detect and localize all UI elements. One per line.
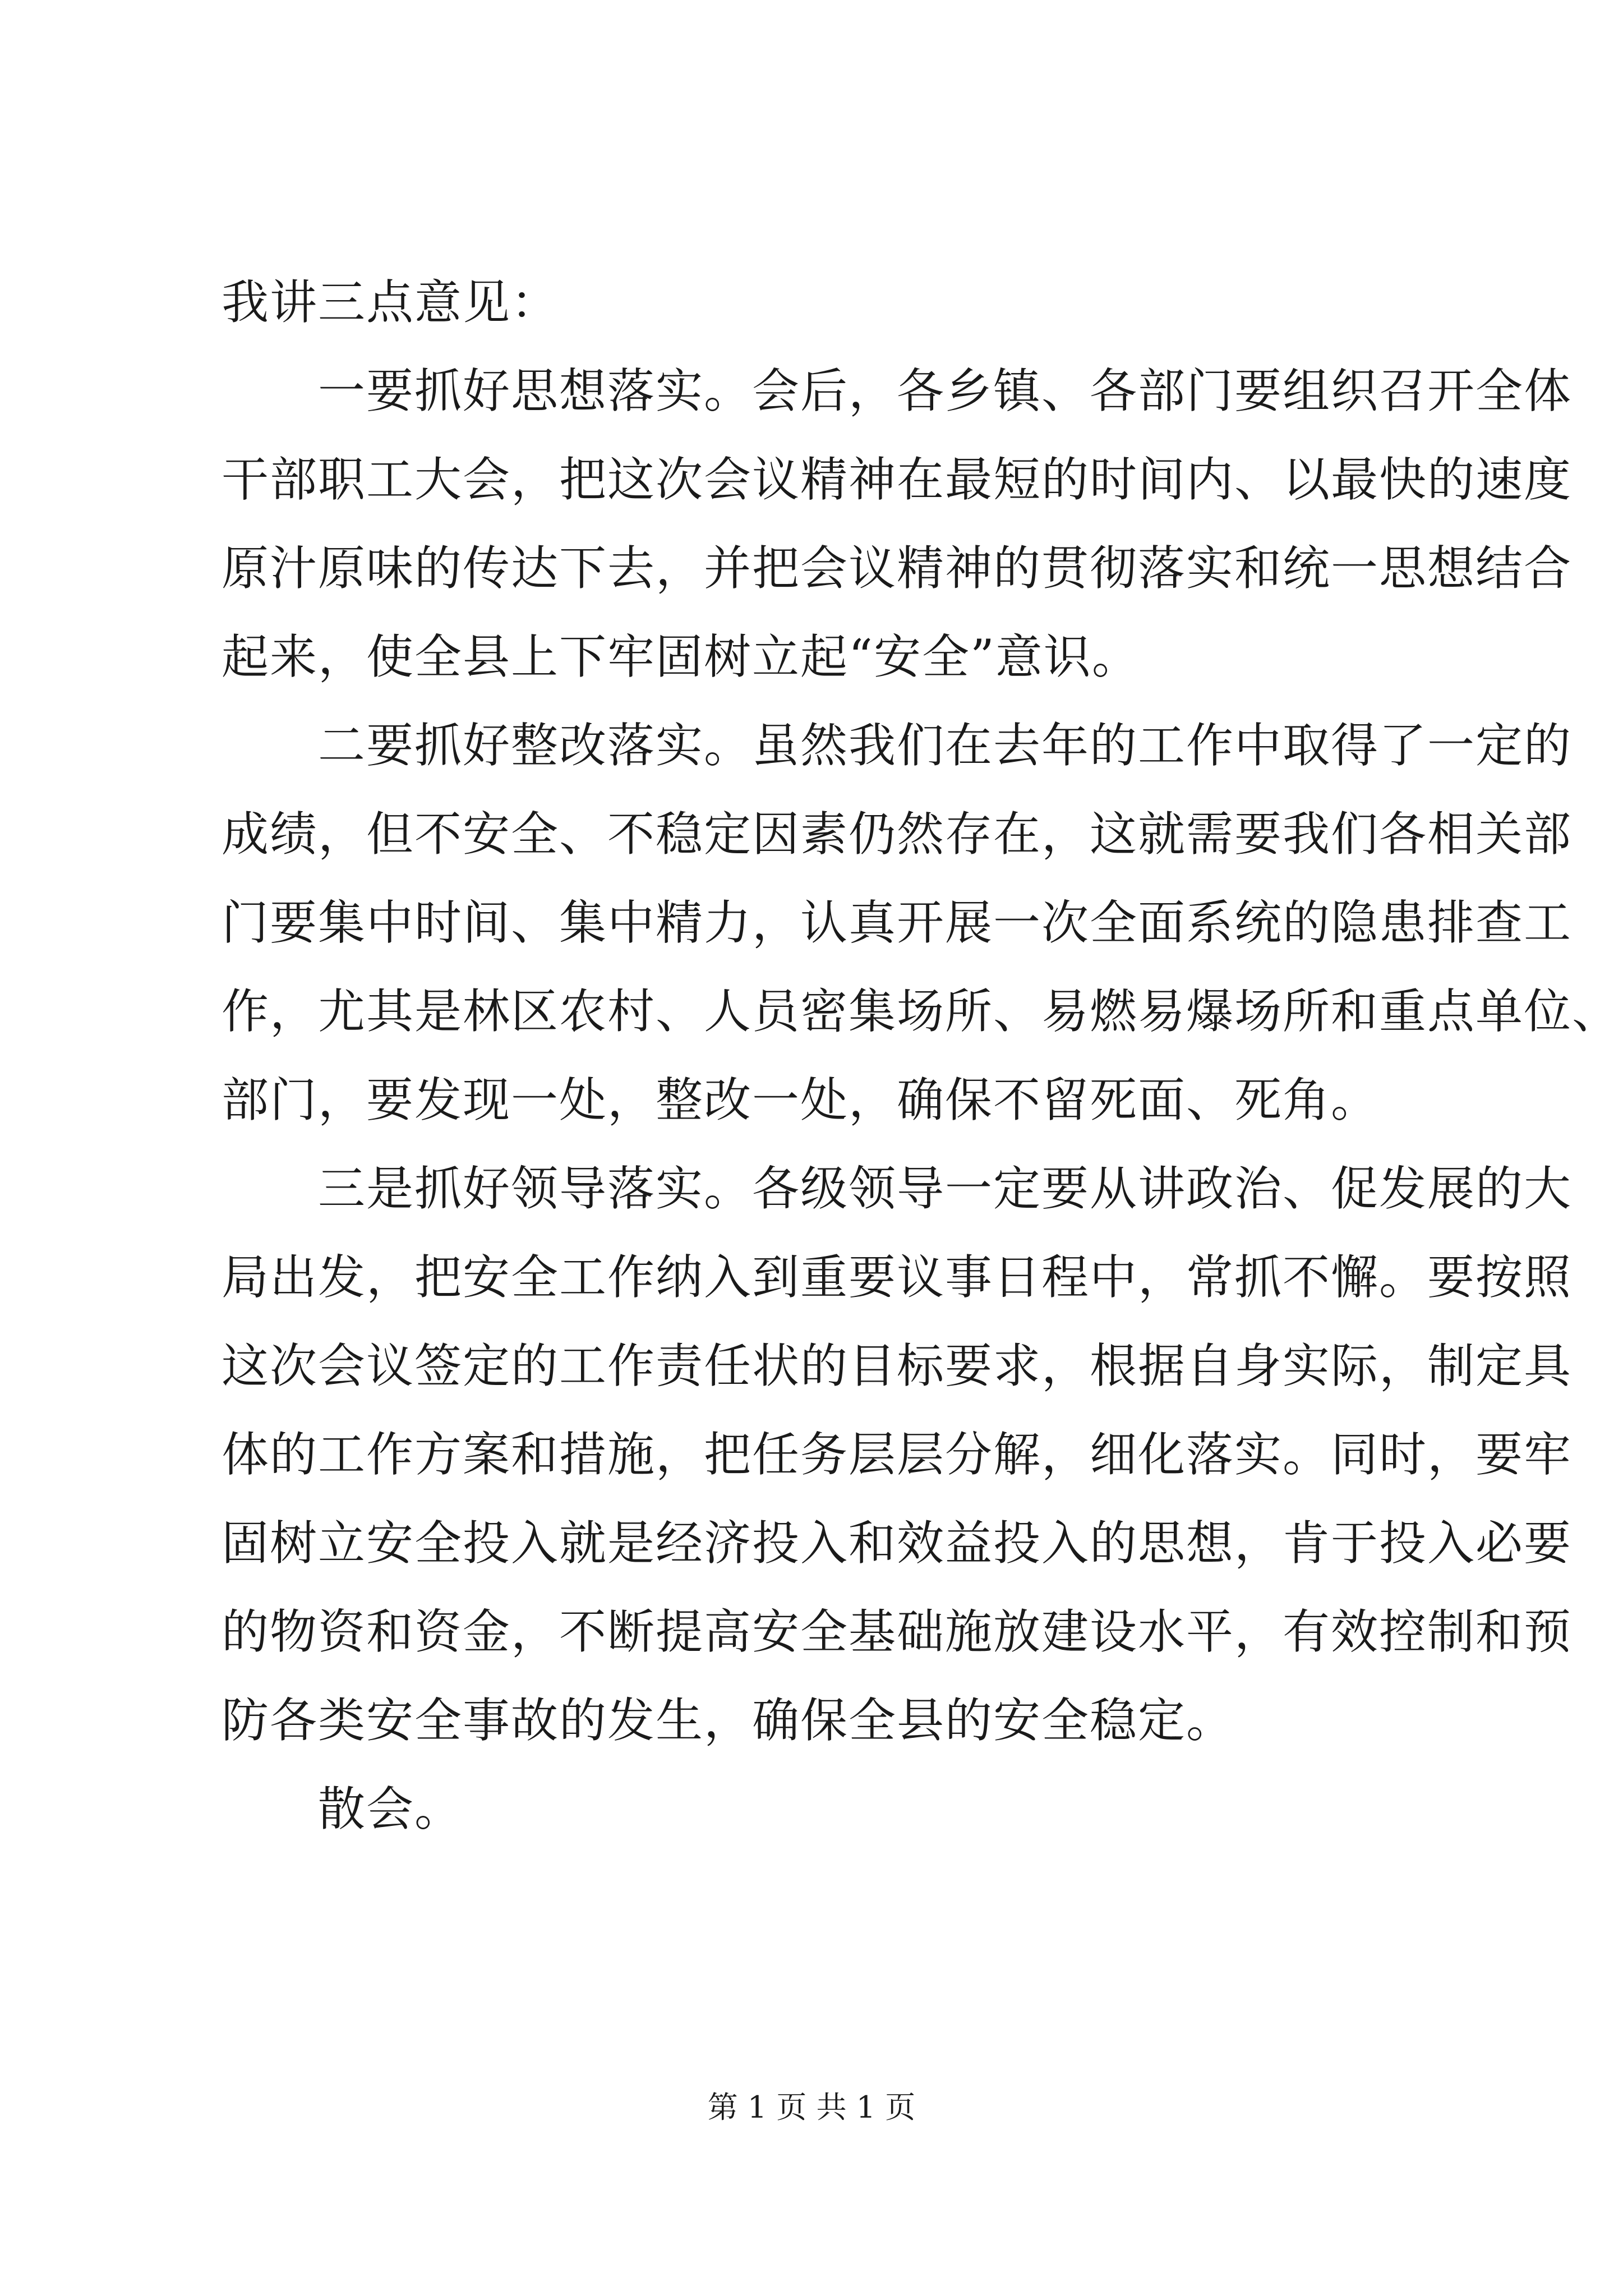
text-line: 起来，使全县上下牢固树立起“安全”意识。 (222, 629, 1140, 684)
paragraph-closing (222, 1765, 1422, 1853)
text-line: 二要抓好整改落实。虽然我们在去年的工作中取得了一定的 (318, 718, 1573, 773)
text-line: 部门，要发现一处，整改一处，确保不留死面、死角。 (222, 1073, 1380, 1128)
document-body (222, 258, 1621, 1853)
text-line: 作，尤其是林区农村、人员密集场所、易燃易爆场所和重点单位、 (222, 984, 1621, 1039)
text-line: 我讲三点意见： (222, 275, 560, 330)
text-line: 门要集中时间、集中精力，认真开展一次全面系统的隐患排查工 (222, 895, 1573, 950)
text-line: 成绩，但不安全、不稳定因素仍然存在，这就需要我们各相关部 (222, 807, 1573, 862)
text-line: 原汁原味的传达下去，并把会议精神的贯彻落实和统一思想结合 (222, 541, 1573, 596)
text-line: 的物资和资金，不断提高安全基础施放建设水平，有效控制和预 (222, 1604, 1573, 1659)
paragraph-point-one (222, 347, 1573, 701)
page-footer: 第 1 页 共 1 页 (707, 2090, 916, 2125)
paragraph-point-two (222, 701, 1621, 1144)
paragraph-intro (222, 258, 1422, 347)
text-line: 防各类安全事故的发生，确保全县的安全稳定。 (222, 1693, 1235, 1748)
text-line: 这次会议签定的工作责任状的目标要求，根据自身实际，制定具 (222, 1338, 1573, 1393)
text-line: 局出发，把安全工作纳入到重要议事日程中，常抓不懈。要按照 (222, 1250, 1573, 1305)
text-line: 一要抓好思想落实。会后，各乡镇、各部门要组织召开全体 (318, 364, 1573, 418)
paragraph-point-three (222, 1144, 1573, 1765)
text-line: 三是抓好领导落实。各级领导一定要从讲政治、促发展的大 (318, 1161, 1573, 1216)
text-line: 固树立安全投入就是经济投入和效益投入的思想，肯于投入必要 (222, 1516, 1573, 1571)
text-line: 干部职工大会，把这次会议精神在最短的时间内、以最快的速度 (222, 452, 1573, 507)
text-line: 体的工作方案和措施，把任务层层分解，细化落实。同时，要牢 (222, 1427, 1573, 1482)
text-line: 散会。 (318, 1782, 463, 1837)
